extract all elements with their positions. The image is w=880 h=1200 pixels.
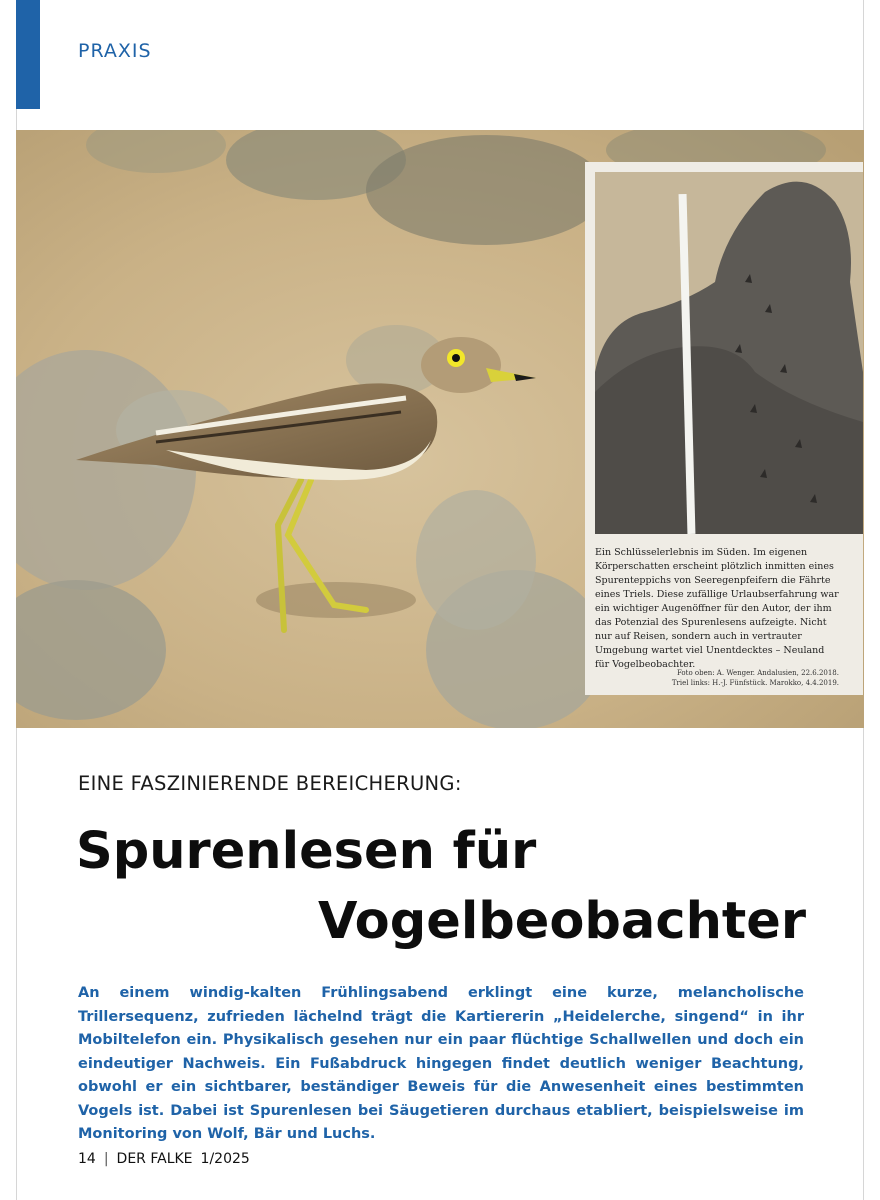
inset-photo-panel <box>585 162 863 695</box>
article-title-line-2: Vogelbeobachter <box>318 892 807 951</box>
photo-caption: Ein Schlüsselerlebnis im Süden. Im eigenen Körperschatten erscheint plötzlich inmitten eines Spurenteppichs von Seeregenpfeifern die Fährte eines Triels. Diese zufällige Urlaubserfahrung war ein wichtiger Augenöffner für den Autor, der ihm das Potenzial des Spurenlesens aufzeigte. Nicht nur auf Reisen, sondern auch in vertrauter Umgebung wartet viel Unentdecktes – Neuland für Vogelbeobachter. <box>595 547 839 670</box>
page-footer <box>78 1151 258 1167</box>
section-label: PRAXIS <box>78 40 152 62</box>
footer-separator: | <box>103 1151 109 1167</box>
inset-photo <box>595 172 863 534</box>
article-kicker: EINE FASZINIERENDE BEREICHERUNG: <box>78 772 462 795</box>
section-accent-bar <box>16 0 40 109</box>
issue-number: 1/2025 <box>200 1151 250 1167</box>
article-lead: An einem windig-kalten Frühlingsabend erklingt eine kurze, melancholische Trillersequenz, zufrieden lächelnd trägt die Kartiererin „Heidelerche, singend“ in ihr Mobiltelefon ein. Physikalisch gesehen nur ein paar flüchtige Schallwellen und doch ein eindeutiger Nachweis. Ein Fußabdruck hingegen findet deutlich weniger Beachtung, obwohl er ein sichtbarer, beständiger Beweis für die Anwesenheit eines bestimmten Vogels ist. Dabei ist Spurenlesen bei Säugetieren durchaus etabliert, beispielsweise im Monitoring von Wolf, Bär und Luchs. <box>78 985 804 1142</box>
photo-credit-2: Triel links: H.-J. Fünfstück. Marokko, 4.4.2019. <box>671 679 839 687</box>
page-number: 14 <box>78 1151 96 1167</box>
article-title-line-1: Spurenlesen für <box>76 822 537 881</box>
photo-credit-1: Foto oben: A. Wenger. Andalusien, 22.6.2018. <box>676 669 839 677</box>
magazine-name: DER FALKE <box>116 1151 193 1167</box>
shadow-track-illustration <box>595 172 863 534</box>
photo-credits <box>672 668 839 688</box>
